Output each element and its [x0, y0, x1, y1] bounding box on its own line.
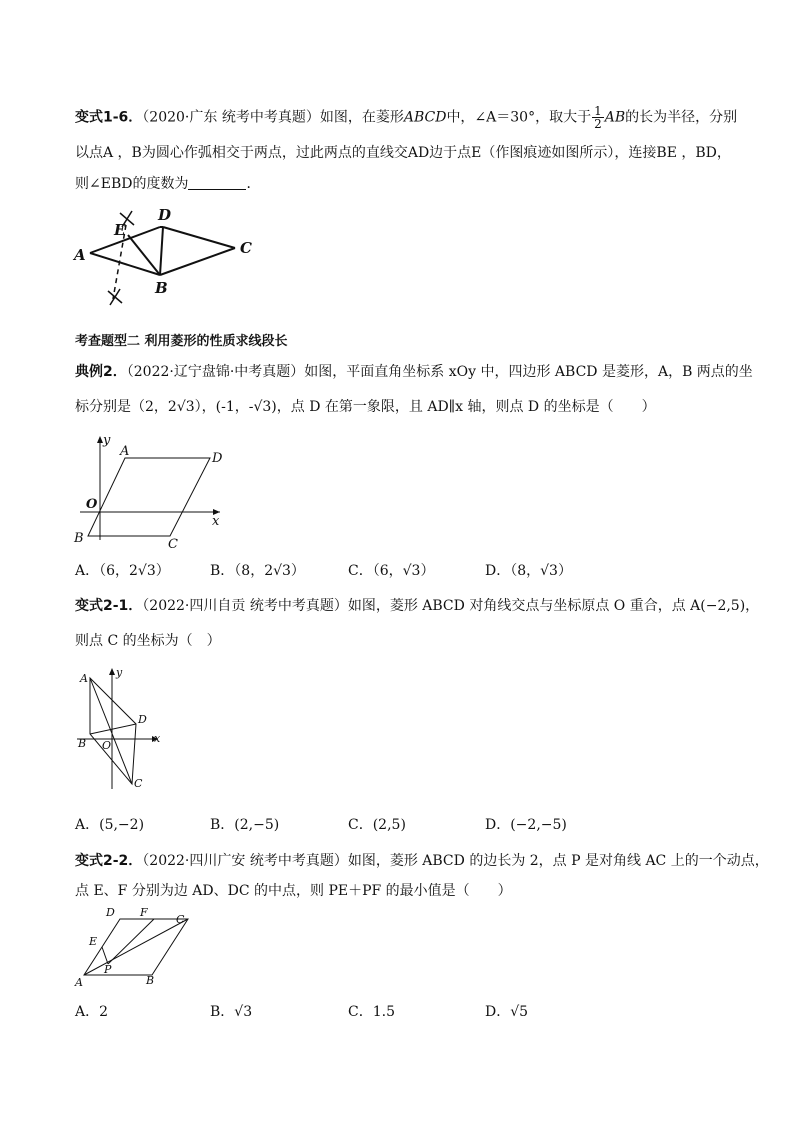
q3-label-b: B — [78, 737, 87, 750]
q4-line-2: 点 E、F 分别为边 AD、DC 的中点，则 PE＋PF 的最小值是（ ） — [75, 883, 512, 899]
q1-text-seg3: ，取大于 — [535, 109, 592, 126]
q3-source: （2022·四川自贡 统考中考真题） — [142, 598, 348, 614]
q2-label-b: B — [74, 531, 84, 546]
q1-label-b: B — [155, 279, 168, 297]
q3-line-2: 则点 C 的坐标为（ ） — [75, 633, 221, 649]
q4-label-b: B — [146, 974, 155, 987]
q3-y-arrow — [109, 668, 115, 675]
q3-rhombus — [90, 678, 136, 784]
q1-text-line3b: ． — [246, 176, 261, 192]
q2-option-c[interactable]: C．（6，√3） — [348, 563, 435, 579]
q3-label-c: C — [134, 777, 143, 790]
q1-angle: ∠A＝30° — [474, 109, 536, 126]
q1-edge-ba — [90, 253, 160, 275]
q4-label-d: D — [106, 906, 115, 919]
q4-label-c: C — [176, 913, 185, 926]
q2-option-b[interactable]: B．（8，2√3） — [210, 563, 305, 579]
q3-option-c[interactable]: C．(2,5) — [348, 817, 406, 833]
q1-label-e: E — [114, 221, 126, 239]
q1-edge-dc — [163, 227, 235, 248]
q1-text-seg4: 的长为半径，分别 — [625, 109, 738, 126]
q2-option-a[interactable]: A．（6，2√3） — [75, 563, 170, 579]
q2-rhombus — [88, 458, 210, 536]
q1-figure — [70, 205, 270, 315]
q4-label-a: A — [75, 976, 83, 989]
q3-line-1 — [75, 596, 759, 616]
q1-frac-den: 2 — [594, 117, 602, 131]
q1-label-a: A — [74, 246, 86, 264]
q2-label-d: D — [212, 451, 223, 466]
q1-source: （2020·广东 统考中考真题） — [142, 109, 320, 126]
q2-figure — [70, 430, 240, 550]
q1-frac-num: 1 — [594, 104, 602, 118]
q3-label-o: O — [102, 739, 112, 752]
q3-figure — [72, 664, 172, 794]
q4-diagonal-ac — [84, 919, 188, 975]
q2-label-a: A — [120, 444, 130, 459]
q2-label-o: O — [86, 497, 98, 512]
q3-text-line1: 如图，菱形 ABCD 对角线交点与坐标原点 O 重合，点 A(−2,5)， — [347, 598, 760, 614]
q4-segment-pe — [102, 947, 108, 964]
q1-edge-cb — [160, 248, 235, 275]
q3-option-b[interactable]: B．(2,−5) — [210, 817, 280, 833]
q4-label: 变式2-2． — [75, 853, 143, 869]
q1-line-2: 以点A ，B为圆心作弧相交于两点，过此两点的直线交AD边于点E（作图痕迹如图所示），连接BE ，BD， — [75, 145, 731, 161]
q3-label-x: x — [154, 732, 161, 745]
q1-label-c: C — [240, 239, 252, 257]
q1-text-line3a: 则∠EBD的度数为 — [75, 176, 189, 192]
q3-option-d[interactable]: D．(−2,−5) — [485, 817, 567, 833]
q2-option-d[interactable]: D．（8，√3） — [485, 563, 572, 579]
q4-option-c[interactable]: C．1.5 — [348, 1004, 395, 1020]
q3-label-y: y — [116, 666, 123, 679]
q4-label-f: F — [140, 906, 148, 919]
q2-label-y: y — [103, 433, 111, 448]
q1-label-d: D — [158, 206, 172, 224]
q2-text-line1: 如图，平面直角坐标系 xOy 中，四边形 ABCD 是菱形，A，B 两点的坐 — [304, 364, 753, 380]
q2-line-2: 标分别是（2，2√3），(-1，-√3)，点 D 在第一象限，且 AD∥x 轴，则点 D 的坐标是（ ） — [75, 399, 656, 415]
q1-line-1 — [75, 105, 737, 130]
q3-option-a[interactable]: A．(5,−2) — [75, 817, 145, 833]
q4-label-p: P — [104, 963, 112, 976]
q1-text-seg1: 如图，在菱形 — [319, 109, 404, 126]
q3-diagonal-ac — [90, 678, 132, 784]
q4-label-e: E — [89, 935, 98, 948]
q3-label: 变式2-1． — [75, 598, 143, 614]
q1-text-ab: AB — [604, 109, 626, 126]
q2-label-c: C — [168, 537, 178, 550]
q4-source: （2022·四川广安 统考中考真题） — [142, 853, 348, 869]
q2-label: 典例2． — [75, 364, 127, 380]
q4-line-1 — [75, 851, 769, 871]
q1-fraction — [592, 105, 604, 130]
q3-diagonal-bd — [90, 724, 136, 734]
q2-line-1 — [75, 362, 753, 382]
q2-source: （2022·辽宁盘锦·中考真题） — [126, 364, 305, 380]
q3-label-a: A — [80, 672, 88, 685]
q1-line-3 — [75, 174, 260, 194]
q2-label-x: x — [212, 514, 220, 529]
q3-label-d: D — [138, 713, 147, 726]
q4-text-line1: 如图，菱形 ABCD 的边长为 2，点 P 是对角线 AC 上的一个动点， — [347, 853, 769, 869]
q4-option-a[interactable]: A．2 — [75, 1004, 109, 1020]
q1-answer-blank[interactable] — [188, 175, 246, 190]
q1-text-abcd: ABCD — [403, 109, 447, 126]
q4-option-d[interactable]: D．√5 — [485, 1004, 529, 1020]
q1-diagonal-bd — [160, 227, 163, 275]
section-2-heading: 考查题型二 利用菱形的性质求线段长 — [75, 334, 288, 349]
q4-figure — [72, 905, 202, 990]
q1-text-seg2: 中， — [446, 109, 475, 126]
q1-label: 变式1-6． — [75, 109, 143, 126]
q4-option-b[interactable]: B．√3 — [210, 1004, 253, 1020]
